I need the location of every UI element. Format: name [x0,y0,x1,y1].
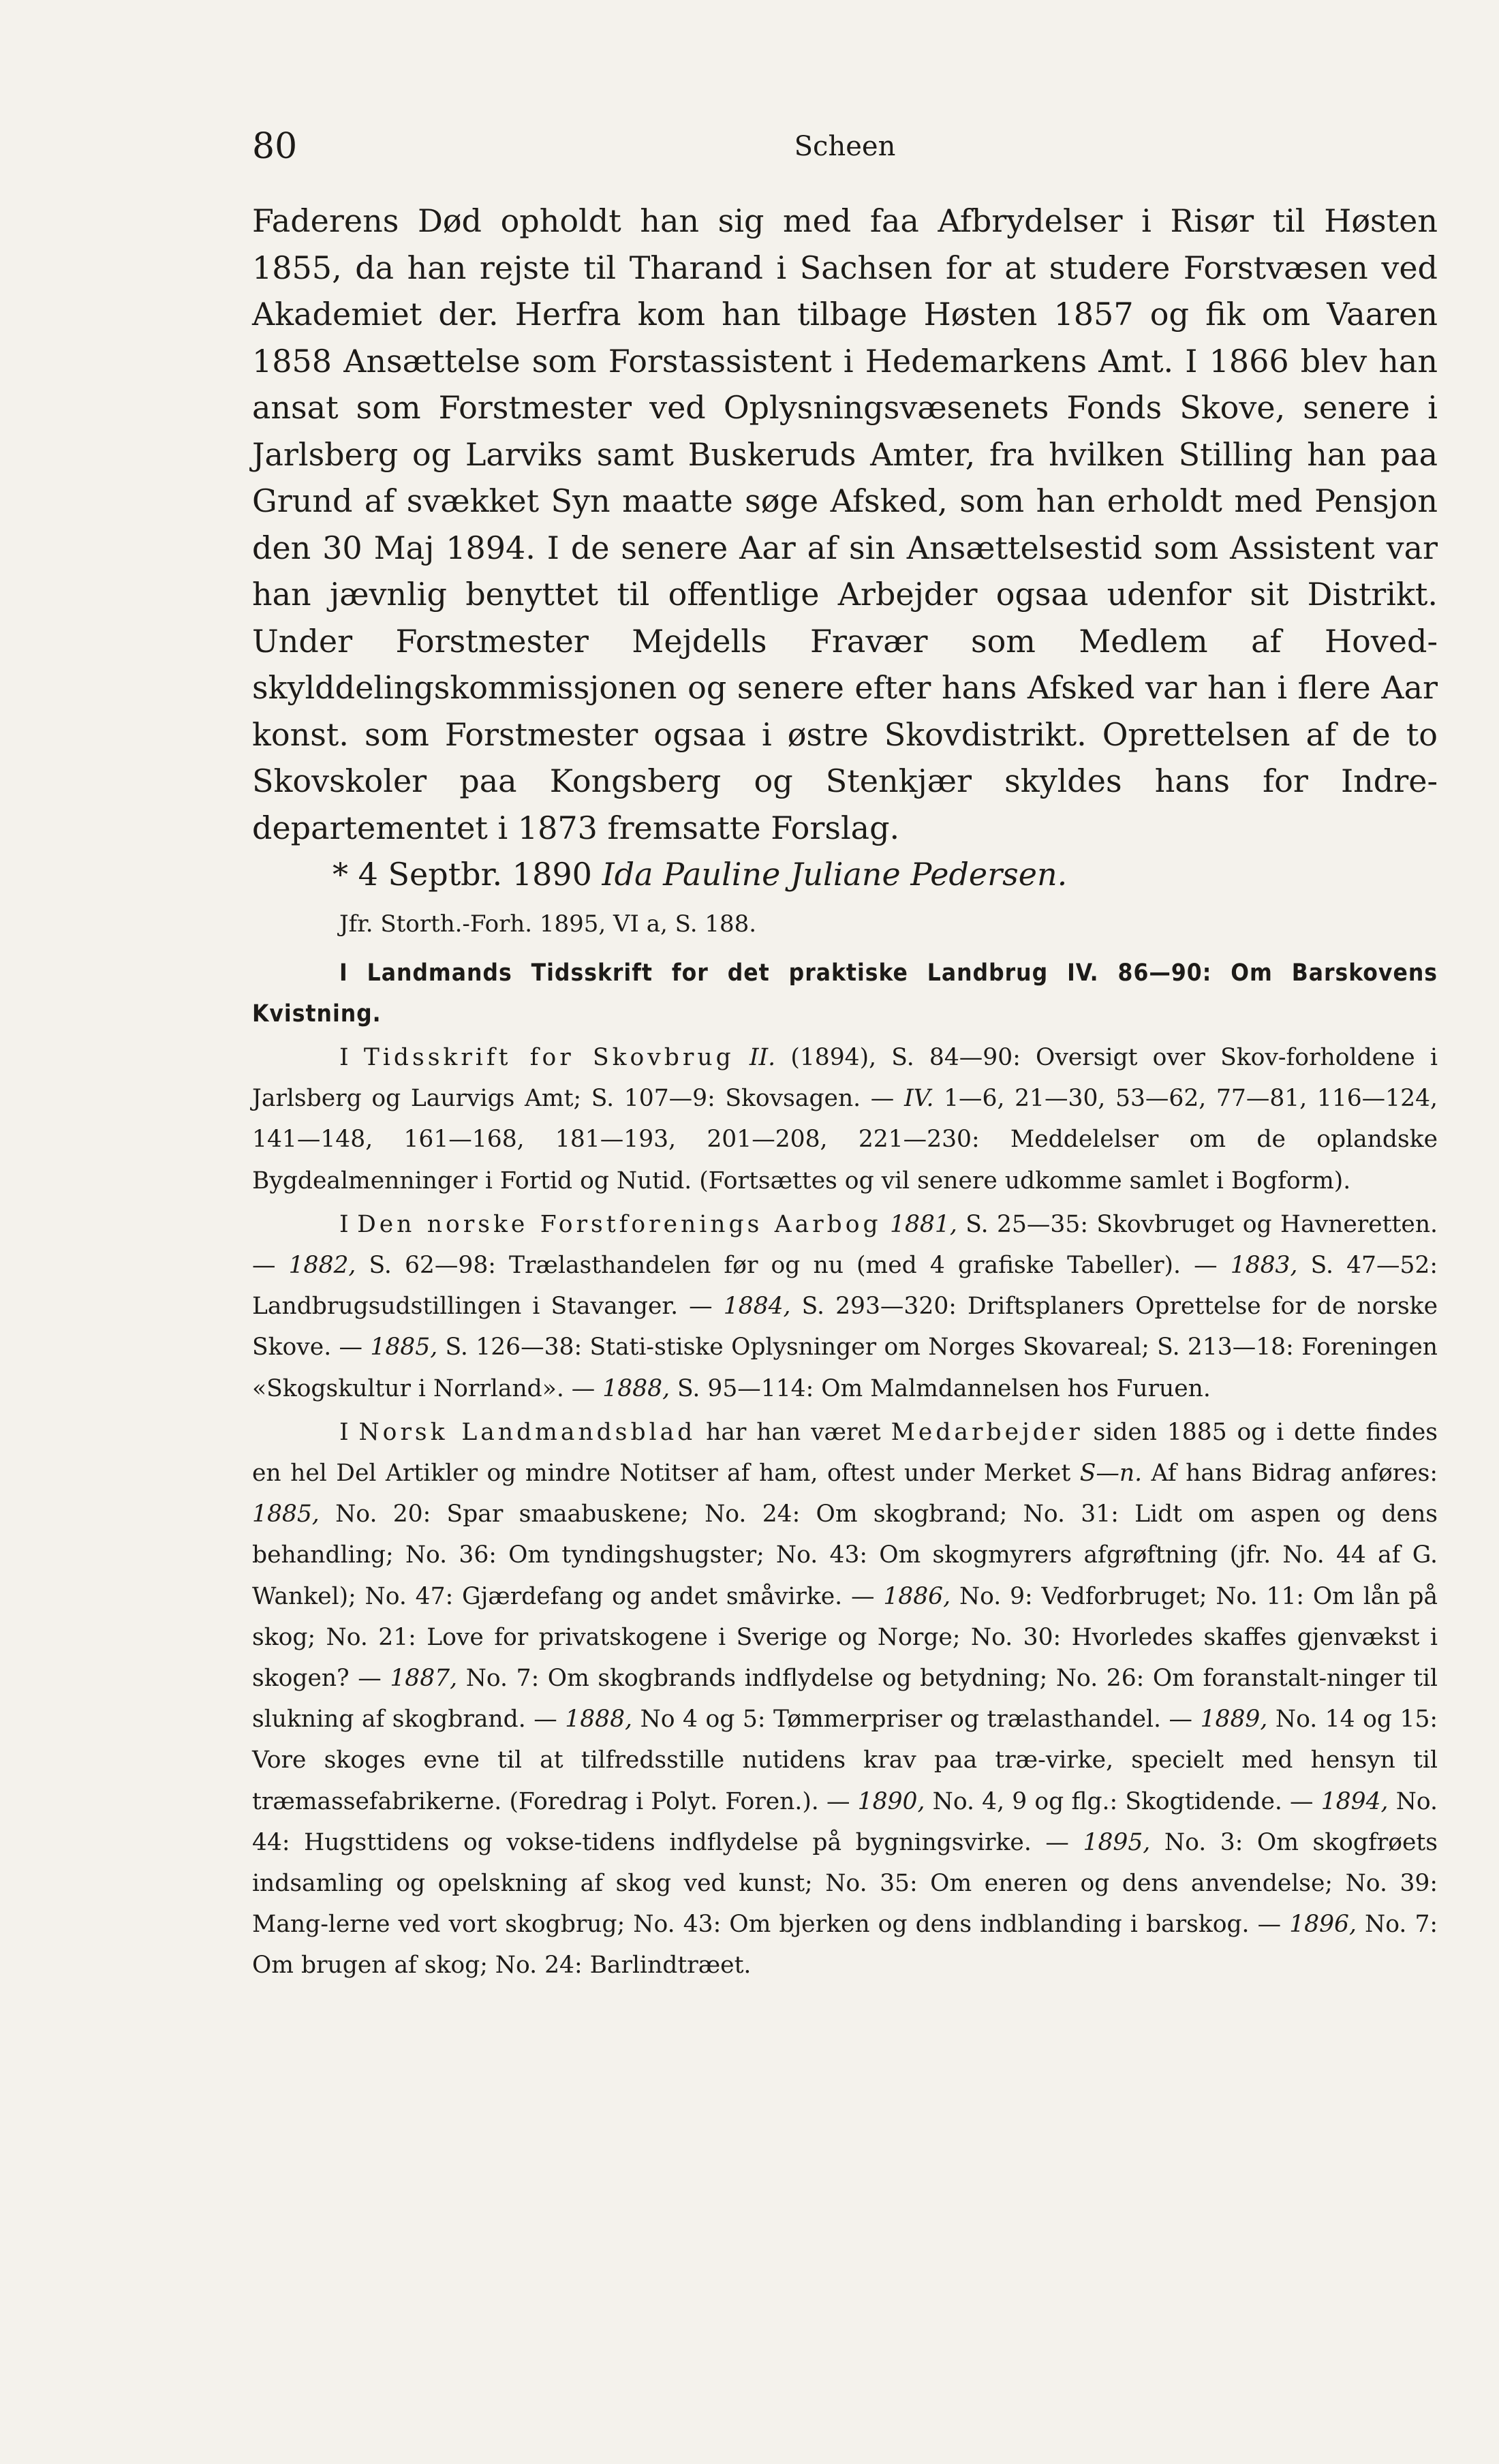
page-number: 80 [252,126,298,167]
year: 1882, [288,1251,356,1279]
year: 1886, [883,1582,951,1610]
entry-text: Medarbejder [891,1418,1083,1446]
year: 1889, [1200,1706,1268,1734]
entry-text: Af hans Bidrag anføres: [1151,1459,1438,1487]
year: 1887, [390,1664,458,1692]
entry-text: No. 7: Om brugen af skog; No. 24: Barlindtræet. [252,1911,1438,1980]
journal-title: Norsk Landmandsblad [358,1418,696,1446]
reference-line: Jfr. Storth.-Forh. 1895, VI a, S. 188. [339,910,757,938]
entry-lead: I [339,1418,349,1446]
entry-text: No 4 og 5: Tømmerpriser og trælasthandel. — [640,1706,1193,1734]
entry-text: siden 1885 og i dette findes en hel Del Artikler og mindre Notitser af ham, oftest under Merket [252,1418,1438,1487]
entry-text: har han været [706,1418,881,1446]
year: 1881, [890,1210,957,1238]
bibliography-entry [252,1037,1438,1201]
biography-paragraph: Faderens Død opholdt han sig med faa Afbrydelser i Risør til Høsten 1855, da han rejste til Tharand i Sachsen for at studere Forstvæsen ved Akademiet der. Herfra kom han tilbage Høsten 1857 og fik om Vaaren 1858 Ansættelse som Forstassistent i Hedemarkens Amt. I 1866 blev han ansat som Forstmester ved Oplysningsvæsenets Fonds Skove, senere i Jarlsberg og Larviks samt Buskeruds Amter, fra hvilken Stilling han paa Grund af svækket Syn maatte søge Afsked, som han erholdt med Pensjon den 30 Maj 1894. I de senere Aar af sin Ansættelsestid som Assistent var han jævnlig benyttet til offentlige Arbejder ogsaa udenfor sit Distrikt. Under Forstmester Mejdells Fravær som Medlem af Hoved-skylddelingskommissjonen og senere efter hans Afsked var han i flere Aar konst. som Forstmester ogsaa i østre Skovdistrikt. Oprettelsen af de to Skovskoler paa Kongsberg og Stenkjær skyldes hans for Indre-departementet i 1873 fremsatte Forslag. [252,202,1438,846]
entry-text: No. 7: Om skogbrands indflydelse og betydning; No. 26: Om foranstalt-ninger til slukning af skogbrand. — [252,1664,1438,1734]
year: 1894, [1320,1787,1389,1815]
year: 1895, [1083,1828,1151,1856]
entry-text: S. 47—52: Landbrugsudstillingen i Stavanger. — [252,1251,1438,1321]
entry-text: S. 95—114: Om Malmdannelsen hos Furuen. [677,1374,1211,1402]
page-header [252,123,1465,170]
year: 1896, [1289,1911,1357,1939]
year: 1885, [370,1334,438,1361]
year: 1884, [723,1293,791,1321]
entry-text: S. 293—320: Driftsplaners Oprettelse for de norske Skove. — [252,1293,1438,1361]
biography-text [252,198,1438,944]
entry-lead: I [339,1210,349,1238]
journal-title: Den norske Forstforenings Aarbog [357,1210,882,1238]
entry-text: No. 44: Hugsttidens og vokse-tidens indflydelse på bygningsvirke. — [252,1787,1438,1856]
entry-text: (1894), S. 84—90: Oversigt over Skov-forholdene i Jarlsberg og Laurvigs Amt; S. 107—9: Skovsagen. — [252,1043,1438,1113]
year: 1885, [252,1500,320,1528]
signature-mark: S—n. [1079,1459,1143,1487]
volume: IV. [903,1085,934,1113]
running-head: Scheen [794,131,896,162]
volume: II. [749,1043,776,1071]
bibliography-entry [252,1204,1438,1409]
entry-text: S. 126—38: Stati-stiske Oplysninger om Norges Skovareal; S. 213—18: Foreningen «Skogskultur i Norrland». — [252,1334,1438,1402]
year: 1888, [565,1706,633,1734]
year: 1883, [1230,1251,1298,1279]
entry-text: No. 14 og 15: Vore skoges evne til at tilfredsstille nutidens krav paa træ-virke, specielt med hensyn til træmassefabrikerne. (Foredrag i Polyt. Foren.). — [252,1706,1438,1815]
entry-text: No. 4, 9 og flg.: Skogtidende. — [932,1787,1314,1815]
spouse-name: Ida Pauline Juliane Pedersen. [602,856,1068,893]
bibliography [252,953,1438,1986]
bibliography-entry: I Landmands Tidsskrift for det praktiske Landbrug IV. 86—90: Om Barskovens Kvistning. [252,959,1438,1028]
journal-title: Tidsskrift for Skovbrug [363,1043,735,1071]
entry-text: S. 25—35: Skovbruget og Havneretten. — [252,1210,1438,1279]
entry-lead: I [339,1043,349,1071]
marriage-date: * 4 Septbr. 1890 [333,856,592,893]
year: 1888, [602,1374,670,1402]
entry-text: 1—6, 21—30, 53—62, 77—81, 116—124, 141—148, 161—168, 181—193, 201—208, 221—230: Meddelelser om de oplandske Bygdealmenninger i Fortid og Nutid. (Fortsættes og vil senere udkomme samlet i Bogform). [252,1085,1438,1195]
entry-text: S. 62—98: Trælasthandelen før og nu (med 4 grafiske Tabeller). — [369,1251,1218,1279]
year: 1890, [857,1787,925,1815]
page-body [252,198,1438,1986]
entry-text: No. 3: Om skogfrøets indsamling og opelskning af skog ved kunst; No. 35: Om eneren og dens anvendelse; No. 39: Mang-lerne ved vort skogbrug; No. 43: Om bjerken og dens indblanding i barskog. — [252,1828,1438,1939]
marriage-line [252,851,1438,898]
bibliography-entry [252,1412,1438,1986]
entry-text: No. 9: Vedforbruget; No. 11: Om lån på skog; No. 21: Love for privatskogene i Sverige og Norge; No. 30: Hvorledes skaffes gjenvækst i skogen? — [252,1582,1438,1692]
entry-text: No. 20: Spar smaabuskene; No. 24: Om skogbrand; No. 31: Lidt om aspen og dens behandling; No. 36: Om tyndingshugster; No. 43: Om skogmyrers afgrøftning (jfr. No. 44 af G. Wankel); No. 47: Gjærdefang og andet småvirke. — [252,1500,1438,1610]
